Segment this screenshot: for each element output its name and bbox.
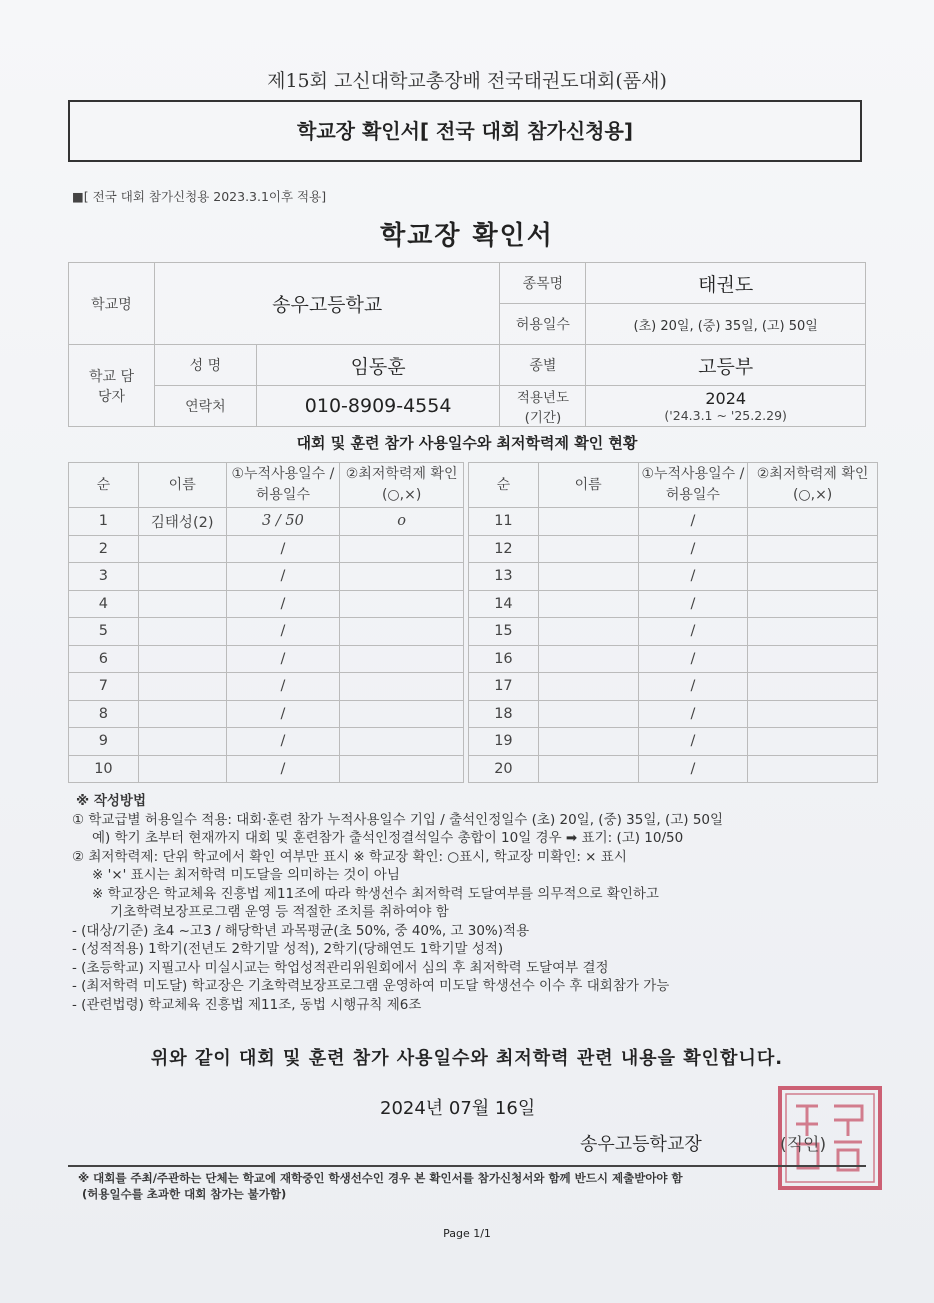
note-line: 기초학력보장프로그램 운영 등 적절한 조치를 취하여야 함 xyxy=(110,904,449,920)
school-value: 송우고등학교 xyxy=(154,263,500,345)
row-days: / xyxy=(638,563,748,591)
row-days: / xyxy=(638,728,748,756)
row-name xyxy=(538,618,638,646)
row-number: 1 xyxy=(69,508,139,536)
table-row xyxy=(469,645,878,673)
row-name xyxy=(138,645,226,673)
issue-date: 2024년 07월 16일 xyxy=(380,1098,536,1119)
row-number: 5 xyxy=(69,618,139,646)
row-days: / xyxy=(226,673,340,701)
principal-name: 송우고등학교장 xyxy=(580,1134,702,1155)
row-days: / xyxy=(638,700,748,728)
row-number: 16 xyxy=(469,645,539,673)
name-label: 성 명 xyxy=(154,345,256,386)
year-label: 적용년도 (기간) xyxy=(500,386,586,427)
table-row xyxy=(469,590,878,618)
row-days: / xyxy=(638,618,748,646)
row-days: / xyxy=(638,590,748,618)
row-academic xyxy=(340,673,464,701)
section-title: 대회 및 훈련 참가 사용일수와 최저학력제 확인 현황 xyxy=(296,434,638,452)
row-academic xyxy=(340,728,464,756)
row-days: / xyxy=(638,755,748,783)
table-row xyxy=(69,673,464,701)
col-academic-header: ②최저학력제 확인(○,×) xyxy=(748,463,878,508)
row-academic xyxy=(748,535,878,563)
row-days: / xyxy=(638,673,748,701)
table-row xyxy=(469,700,878,728)
note-line: ※ 학교장은 학교체육 진흥법 제11조에 따라 학생선수 최저학력 도달여부를 의무적으로 확인하고 xyxy=(92,885,659,902)
row-days: / xyxy=(638,535,748,563)
row-name xyxy=(538,728,638,756)
row-name xyxy=(138,590,226,618)
row-number: 19 xyxy=(469,728,539,756)
col-days-header: ①누적사용일수 /허용일수 xyxy=(638,463,748,508)
row-name xyxy=(538,563,638,591)
row-name xyxy=(138,618,226,646)
table-row xyxy=(69,618,464,646)
table-row xyxy=(69,728,464,756)
footer-note xyxy=(78,1170,858,1202)
row-days: / xyxy=(226,645,340,673)
row-academic xyxy=(340,645,464,673)
row-name xyxy=(138,700,226,728)
page-number: Page 1/1 xyxy=(443,1227,491,1240)
row-number: 13 xyxy=(469,563,539,591)
row-name xyxy=(138,728,226,756)
row-days: / xyxy=(638,645,748,673)
event-value: 태권도 xyxy=(586,263,866,304)
row-academic xyxy=(340,535,464,563)
row-days: 3 / 50 xyxy=(226,508,340,536)
row-number: 15 xyxy=(469,618,539,646)
table-row xyxy=(69,645,464,673)
left-grid xyxy=(68,462,464,783)
row-name xyxy=(538,590,638,618)
row-number: 12 xyxy=(469,535,539,563)
row-academic xyxy=(748,590,878,618)
table-row xyxy=(469,535,878,563)
division-value: 고등부 xyxy=(586,345,866,386)
note-line: - (대상/기준) 초4 ~고3 / 해당학년 과목평균(초 50%, 중 40%, 고 30%)적용 xyxy=(72,922,530,939)
row-academic xyxy=(748,700,878,728)
row-name xyxy=(538,673,638,701)
note-line: 예) 학기 초부터 현재까지 대회 및 훈련참가 출석인정결석일수 총합이 10일 경우 ➡ 표기: (고) 10/50 xyxy=(92,830,684,846)
col-name-header: 이름 xyxy=(538,463,638,508)
row-number: 3 xyxy=(69,563,139,591)
allowed-label: 허용일수 xyxy=(500,304,586,345)
note-line: - (성적적용) 1학기(전년도 2학기말 성적), 2학기(당해연도 1학기말 성적) xyxy=(72,941,504,957)
row-name xyxy=(138,535,226,563)
table-row xyxy=(69,700,464,728)
table-row xyxy=(69,508,464,536)
row-number: 4 xyxy=(69,590,139,618)
row-name xyxy=(138,563,226,591)
allowed-value: (초) 20일, (중) 35일, (고) 50일 xyxy=(586,304,866,345)
division-label: 종별 xyxy=(500,345,586,386)
row-number: 14 xyxy=(469,590,539,618)
table-row xyxy=(469,673,878,701)
row-number: 7 xyxy=(69,673,139,701)
seal-label: (직인) xyxy=(780,1135,827,1155)
row-days: / xyxy=(226,755,340,783)
footer-divider xyxy=(68,1165,866,1167)
row-academic xyxy=(340,590,464,618)
note-line: ① 학교급별 허용일수 적용: 대회·훈련 참가 누적사용일수 기입 / 출석인정일수 (초) 20일, (중) 35일, (고) 50일 xyxy=(72,811,724,828)
confirm-text: 위와 같이 대회 및 훈련 참가 사용일수와 최저학력 관련 내용을 확인합니다. xyxy=(150,1048,784,1069)
footer-line: ※ 대회를 주최/주관하는 단체는 학교에 재학중인 학생선수인 경우 본 확인서를 참가신청서와 함께 반드시 제출받아야 함 xyxy=(78,1171,683,1185)
row-academic xyxy=(340,618,464,646)
row-days: / xyxy=(226,618,340,646)
year-range: ('24.3.1 ~ '25.2.29) xyxy=(664,408,787,423)
row-academic xyxy=(748,618,878,646)
form-title: 학교장 확인서[ 전국 대회 참가신청용] xyxy=(68,100,862,162)
row-days: / xyxy=(226,590,340,618)
row-academic xyxy=(748,673,878,701)
row-number: 20 xyxy=(469,755,539,783)
contact-value: 010-8909-4554 xyxy=(256,386,500,427)
school-label: 학교명 xyxy=(69,263,155,345)
notes xyxy=(72,792,862,1014)
row-name xyxy=(138,755,226,783)
row-name xyxy=(538,755,638,783)
row-number: 10 xyxy=(69,755,139,783)
apply-note: ■[ 전국 대회 참가신청용 2023.3.1이후 적용] xyxy=(72,189,327,204)
col-no-header: 순 xyxy=(469,463,539,508)
col-academic-header: ②최저학력제 확인(○,×) xyxy=(340,463,464,508)
doc-heading: 학교장 확인서 xyxy=(380,221,554,251)
table-row xyxy=(69,563,464,591)
table-row xyxy=(469,508,878,536)
row-number: 17 xyxy=(469,673,539,701)
row-name xyxy=(538,700,638,728)
year-cell xyxy=(586,386,866,427)
name-value: 임동훈 xyxy=(256,345,500,386)
row-academic xyxy=(340,755,464,783)
row-academic xyxy=(748,645,878,673)
row-number: 18 xyxy=(469,700,539,728)
event-title: 제15회 고신대학교총장배 전국태권도대회(품새) xyxy=(267,70,667,92)
footer-line: (허용일수를 초과한 대회 참가는 불가함) xyxy=(82,1187,287,1201)
note-line: ※ '×' 표시는 최저학력 미도달을 의미하는 것이 아님 xyxy=(92,867,400,883)
table-row xyxy=(469,618,878,646)
row-name: 김태성(2) xyxy=(138,508,226,536)
note-line: - (초등학교) 지필고사 미실시교는 학업성적관리위원회에서 심의 후 최저학력 도달여부 결정 xyxy=(72,959,609,976)
manager-label: 학교 담당자 xyxy=(69,345,155,427)
row-days: / xyxy=(226,535,340,563)
row-academic xyxy=(340,563,464,591)
row-academic xyxy=(340,700,464,728)
table-row xyxy=(69,755,464,783)
row-name xyxy=(538,535,638,563)
row-number: 8 xyxy=(69,700,139,728)
row-academic xyxy=(748,728,878,756)
note-line: ※ 작성방법 xyxy=(76,793,146,809)
table-row xyxy=(469,755,878,783)
row-number: 6 xyxy=(69,645,139,673)
note-line: - (관련법령) 학교체육 진흥법 제11조, 동법 시행규칙 제6조 xyxy=(72,996,422,1013)
row-name xyxy=(538,508,638,536)
table-row xyxy=(69,535,464,563)
row-number: 2 xyxy=(69,535,139,563)
info-table xyxy=(68,262,866,427)
row-number: 9 xyxy=(69,728,139,756)
note-line: - (최저학력 미도달) 학교장은 기초학력보장프로그램 운영하여 미도달 학생선수 이수 후 대회참가 가능 xyxy=(72,978,670,994)
row-academic xyxy=(748,755,878,783)
table-row xyxy=(69,590,464,618)
year-value: 2024 xyxy=(705,389,747,408)
row-name xyxy=(538,645,638,673)
event-label: 종목명 xyxy=(500,263,586,304)
row-academic xyxy=(748,563,878,591)
col-no-header: 순 xyxy=(69,463,139,508)
col-name-header: 이름 xyxy=(138,463,226,508)
note-line: ② 최저학력제: 단위 학교에서 확인 여부만 표시 ※ 학교장 확인: ○표시, 학교장 미확인: × 표시 xyxy=(72,848,627,865)
row-days: / xyxy=(226,700,340,728)
row-number: 11 xyxy=(469,508,539,536)
row-academic xyxy=(748,508,878,536)
col-days-header: ①누적사용일수 /허용일수 xyxy=(226,463,340,508)
contact-label: 연락처 xyxy=(154,386,256,427)
table-row xyxy=(469,728,878,756)
row-name xyxy=(138,673,226,701)
row-days: / xyxy=(226,563,340,591)
row-days: / xyxy=(226,728,340,756)
row-days: / xyxy=(638,508,748,536)
row-academic: o xyxy=(340,508,464,536)
right-grid xyxy=(468,462,878,783)
table-row xyxy=(469,563,878,591)
